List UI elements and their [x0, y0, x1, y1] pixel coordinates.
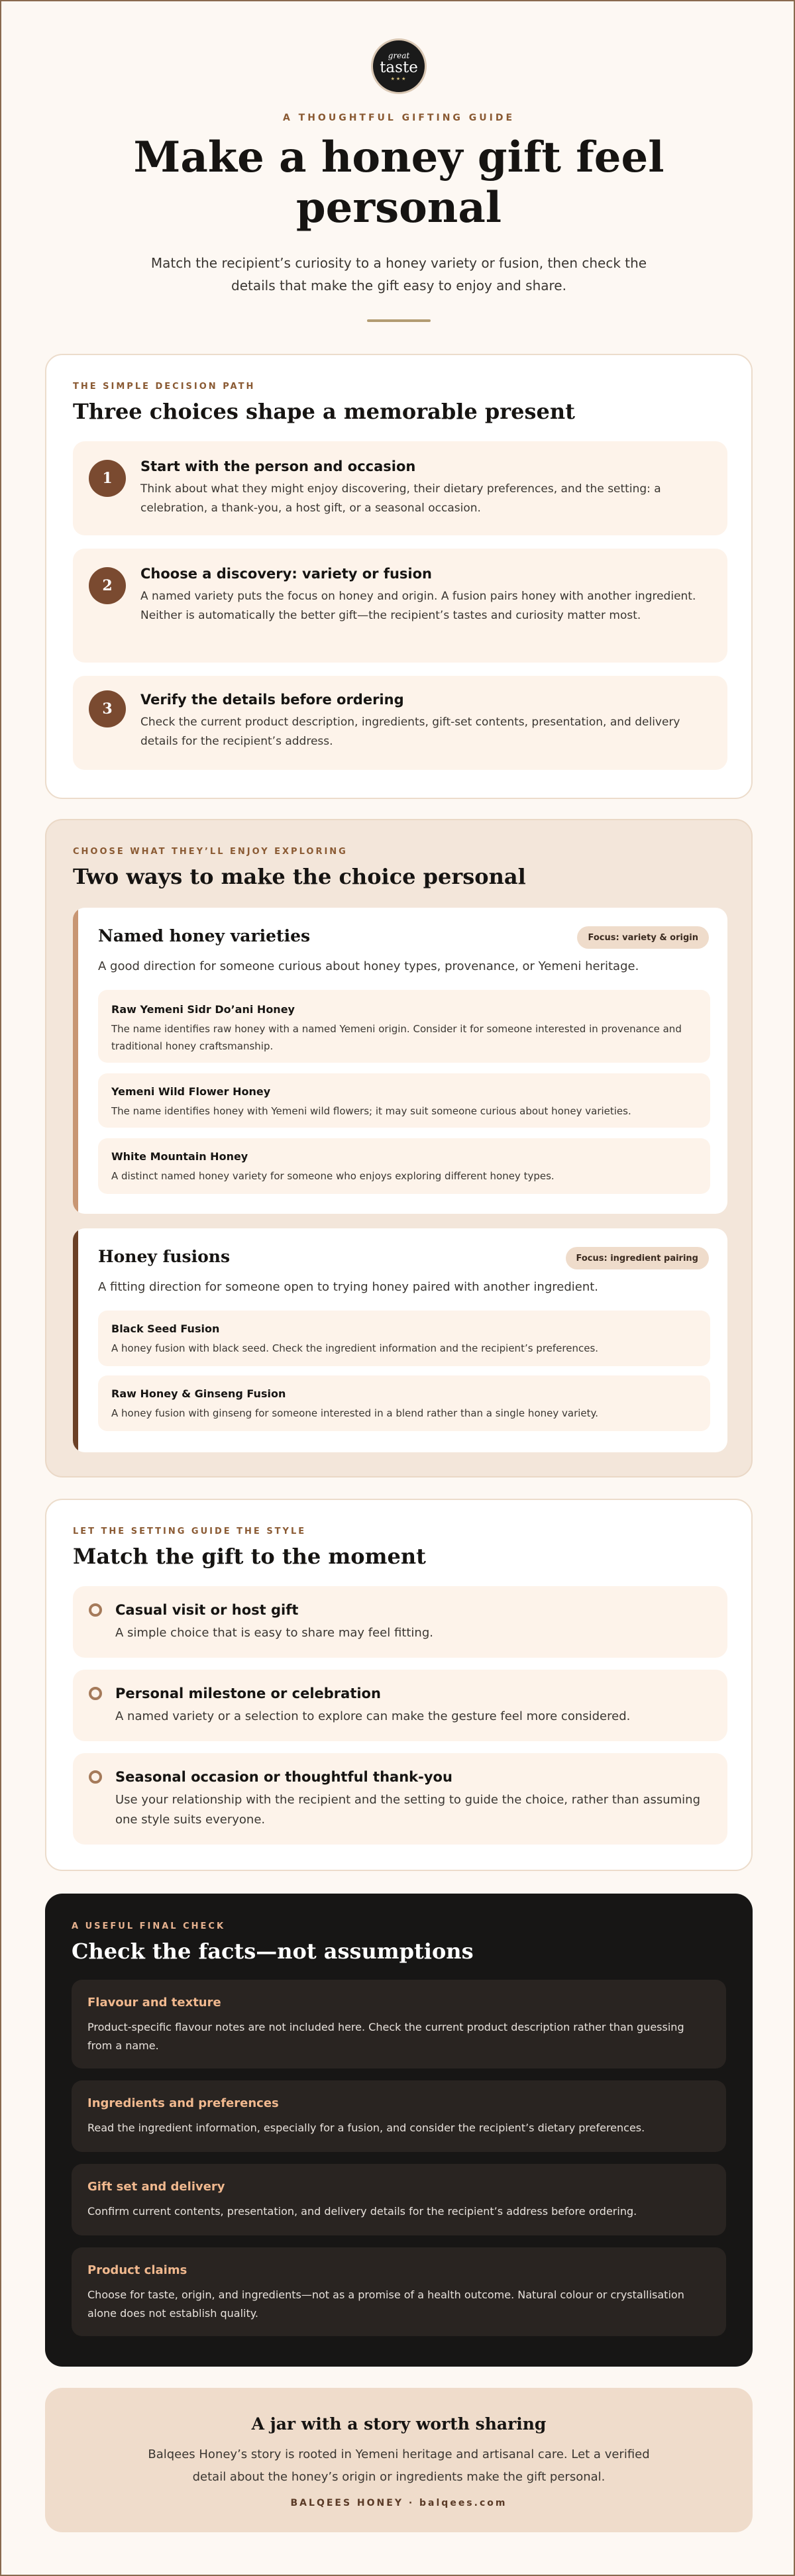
- fusions-focus-badge: Focus: ingredient pairing: [566, 1247, 710, 1269]
- moment-title: Personal milestone or celebration: [115, 1686, 381, 1701]
- footer-text: Balqees Honey’s story is rooted in Yemeni heritage and artisanal care. Let a verified detail about the honey’s origin or ingredients make the gift personal.: [148, 2447, 650, 2484]
- footer-title: A jar with a story worth sharing: [251, 2414, 547, 2434]
- fact-item: [72, 2164, 726, 2235]
- variety-item: [98, 990, 710, 1063]
- decision-step: [73, 441, 727, 535]
- fact-text: Confirm current contents, presentation, and delivery details for the recipient’s address before ordering.: [87, 2205, 637, 2218]
- variety-item-title: White Mountain Honey: [111, 1150, 248, 1163]
- decision-step: [73, 549, 727, 663]
- fact-text: Choose for taste, origin, and ingredients—not as a promise of a health outcome. Natural colour or crystallisation alone does not establish quality.: [87, 2288, 684, 2320]
- decision-eyebrow: THE SIMPLE DECISION PATH: [73, 382, 256, 392]
- header-divider: [367, 319, 431, 322]
- fact-item: [72, 2080, 726, 2152]
- fact-title: Product claims: [87, 2263, 187, 2277]
- moments-eyebrow: LET THE SETTING GUIDE THE STYLE: [73, 1527, 307, 1536]
- fact-text: Read the ingredient information, especially for a fusion, and consider the recipient’s dietary preferences.: [87, 2121, 645, 2134]
- variety-item-text: The name identifies honey with Yemeni wild flowers; it may suit someone curious about honey varieties.: [111, 1105, 631, 1117]
- variety-item-title: Yemeni Wild Flower Honey: [111, 1085, 271, 1098]
- moment-title: Seasonal occasion or thoughtful thank-you: [115, 1769, 452, 1785]
- step-text: Check the current product description, ingredients, gift-set contents, presentation, and delivery details for the recipient’s address.: [140, 716, 680, 748]
- variety-item: [98, 1073, 710, 1128]
- moment-title: Casual visit or host gift: [115, 1602, 299, 1618]
- step-number-badge: 3: [89, 690, 126, 727]
- step-number-badge: 1: [89, 460, 126, 497]
- facts-eyebrow: A USEFUL FINAL CHECK: [72, 1921, 226, 1931]
- circle-bullet-icon: [89, 1603, 102, 1617]
- brand-signature-link[interactable]: BALQEES HONEY · balqees.com: [290, 2498, 507, 2508]
- step-title: Start with the person and occasion: [140, 458, 416, 474]
- header-lede: Match the recipient’s curiosity to a honey variety or fusion, then check the details that make the gift easy to enjoy and share.: [150, 255, 647, 294]
- fusion-item-text: A honey fusion with black seed. Check the ingredient information and the recipient’s preferences.: [111, 1342, 599, 1354]
- step-title: Verify the details before ordering: [140, 692, 404, 708]
- fact-item: [72, 2247, 726, 2336]
- fusion-item-text: A honey fusion with ginseng for someone interested in a blend rather than a single honey variety.: [111, 1407, 599, 1419]
- fact-title: Ingredients and preferences: [87, 2096, 279, 2110]
- logo-stars-icon: ★★★: [390, 76, 407, 81]
- fact-text: Product-specific flavour notes are not included here. Check the current product description rather than guessing from a name.: [87, 2021, 684, 2052]
- great-taste-logo: [371, 38, 427, 94]
- fusion-item-title: Raw Honey & Ginseng Fusion: [111, 1387, 286, 1400]
- decision-title: Three choices shape a memorable present: [73, 399, 575, 424]
- varieties-accent-bar: [73, 908, 78, 1214]
- logo-line-1: great: [388, 50, 410, 60]
- page-title: Make a honey gift feel personal: [133, 133, 664, 233]
- variety-item-text: The name identifies raw honey with a named Yemeni origin. Consider it for someone interested in provenance and traditional honey craftsmanship.: [111, 1023, 682, 1052]
- varieties-description: A good direction for someone curious about honey types, provenance, or Yemeni heritage.: [98, 959, 639, 973]
- circle-bullet-icon: [89, 1770, 102, 1784]
- header-eyebrow: A THOUGHTFUL GIFTING GUIDE: [282, 113, 515, 123]
- decision-path-card: [45, 354, 753, 799]
- step-number-badge: 2: [89, 567, 126, 604]
- variety-item: [98, 1138, 710, 1194]
- moment-item: [73, 1753, 727, 1845]
- decision-step: [73, 676, 727, 770]
- varieties-panel: [73, 908, 727, 1214]
- fact-title: Flavour and texture: [87, 1996, 221, 2010]
- variety-item-title: Raw Yemeni Sidr Do’ani Honey: [111, 1003, 295, 1016]
- story-footer-card: [45, 2388, 753, 2532]
- varieties-title: Named honey varieties: [98, 926, 311, 945]
- fusions-panel: [73, 1228, 727, 1452]
- facts-card: [45, 1894, 753, 2367]
- logo-line-2: taste: [380, 58, 418, 76]
- fusion-item: [98, 1375, 710, 1431]
- moment-text: A simple choice that is easy to share may feel fitting.: [115, 1626, 433, 1640]
- facts-title: Check the facts—not assumptions: [72, 1939, 474, 1964]
- fact-title: Gift set and delivery: [87, 2180, 225, 2194]
- step-title: Choose a discovery: variety or fusion: [140, 566, 432, 582]
- circle-bullet-icon: [89, 1687, 102, 1700]
- fusion-item: [98, 1311, 710, 1366]
- fusions-accent-bar: [73, 1228, 78, 1452]
- variety-item-text: A distinct named honey variety for someone who enjoys exploring different honey types.: [111, 1170, 555, 1182]
- moment-text: Use your relationship with the recipient and the setting to guide the choice, rather than assuming one style suits everyone.: [115, 1793, 701, 1827]
- fusions-title: Honey fusions: [98, 1247, 231, 1266]
- fact-item: [72, 1980, 726, 2068]
- fusion-item-title: Black Seed Fusion: [111, 1322, 220, 1335]
- varieties-focus-badge: Focus: variety & origin: [577, 926, 709, 949]
- moment-item: [73, 1586, 727, 1658]
- moment-item: [73, 1670, 727, 1741]
- moments-card: [45, 1499, 753, 1871]
- moment-text: A named variety or a selection to explore can make the gesture feel more considered.: [115, 1709, 631, 1723]
- explore-title: Two ways to make the choice personal: [73, 864, 526, 889]
- moments-title: Match the gift to the moment: [73, 1544, 426, 1569]
- step-text: A named variety puts the focus on honey and origin. A fusion pairs honey with another ingredient. Neither is automatically the better gift—the recipient’s tastes and curiosity matter most.: [140, 590, 696, 622]
- explore-eyebrow: CHOOSE WHAT THEY’LL ENJOY EXPLORING: [73, 847, 348, 857]
- fusions-description: A fitting direction for someone open to trying honey paired with another ingredient.: [98, 1280, 599, 1294]
- explore-card: [45, 819, 753, 1477]
- step-text: Think about what they might enjoy discovering, their dietary preferences, and the setting: a celebration, a thank-you, a host gift, or a seasonal occasion.: [140, 482, 661, 515]
